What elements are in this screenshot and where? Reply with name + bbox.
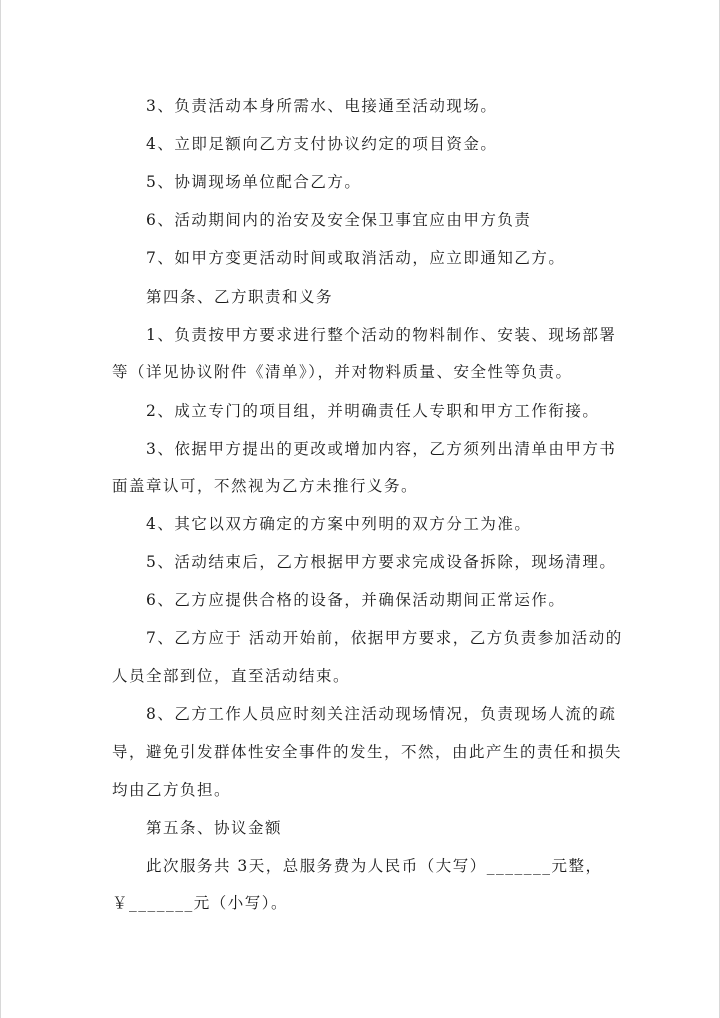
item-3-water-electricity: 3、负责活动本身所需水、电接通至活动现场。 xyxy=(146,97,498,115)
item-3-changes-cont: 面盖章认可，不然视为乙方未推行义务。 xyxy=(112,477,419,495)
item-7-schedule-change: 7、如甲方变更活动时间或取消活动，应立即通知乙方。 xyxy=(146,249,566,267)
item-8-crowd-control: 8、乙方工作人员应时刻关注活动现场情况，负责现场人流的疏 xyxy=(146,705,617,723)
item-6-security: 6、活动期间内的治安及安全保卫事宜应由甲方负责 xyxy=(146,211,532,229)
item-3-changes: 3、依据甲方提出的更改或增加内容，乙方须列出清单由甲方书 xyxy=(146,440,617,458)
section-heading-article-5: 第五条、协议金额 xyxy=(146,819,283,837)
item-1-materials-cont: 等（详见协议附件《清单》），并对物料质量、安全性等负责。 xyxy=(112,363,573,381)
item-5-coordination: 5、协调现场单位配合乙方。 xyxy=(146,173,362,191)
item-4-division-of-work: 4、其它以双方确定的方案中列明的双方分工为准。 xyxy=(146,515,532,533)
section-heading-article-4: 第四条、乙方职责和义务 xyxy=(146,288,334,306)
service-fee-uppercase: 此次服务共 3天，总服务费为人民币（大写）_______元整， xyxy=(146,857,603,875)
item-7-staff-cont: 人员全部到位，直至活动结束。 xyxy=(112,667,351,685)
item-1-materials: 1、负责按甲方要求进行整个活动的物料制作、安装、现场部署 xyxy=(146,326,617,344)
service-fee-lowercase: ￥_______元（小写）。 xyxy=(112,894,289,912)
item-4-payment: 4、立即足额向乙方支付协议约定的项目资金。 xyxy=(146,135,498,153)
item-8-crowd-control-end: 均由乙方负担。 xyxy=(112,781,232,799)
item-6-equipment: 6、乙方应提供合格的设备，并确保活动期间正常运作。 xyxy=(146,591,566,609)
item-2-project-team: 2、成立专门的项目组，并明确责任人专职和甲方工作衔接。 xyxy=(146,402,600,420)
item-7-staff: 7、乙方应于 活动开始前，依据甲方要求，乙方负责参加活动的 xyxy=(146,629,623,647)
item-5-teardown: 5、活动结束后，乙方根据甲方要求完成设备拆除，现场清理。 xyxy=(146,553,617,571)
item-8-crowd-control-cont: 导，避免引发群体性安全事件的发生，不然，由此产生的责任和损失 xyxy=(112,743,623,761)
